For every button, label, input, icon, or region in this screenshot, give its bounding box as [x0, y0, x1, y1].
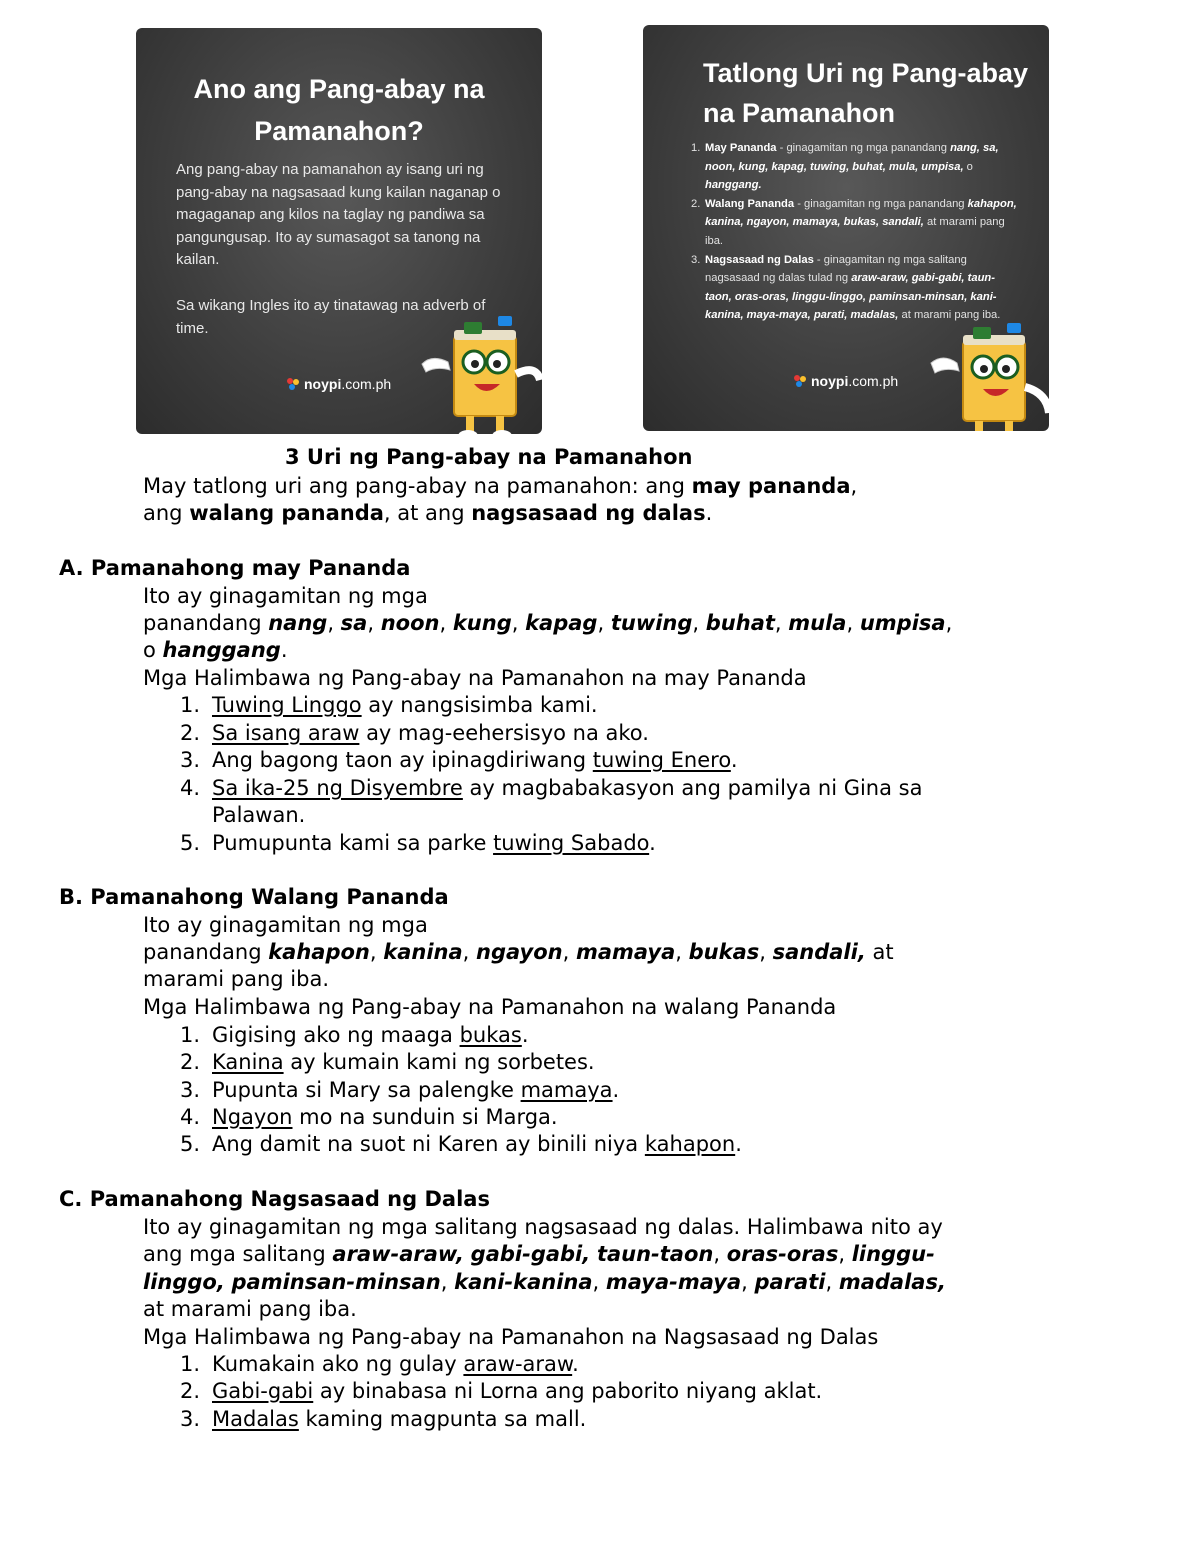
- list-item: 5. Ang damit na suot ni Karen ay binili niya kahapon.: [179, 1132, 742, 1156]
- intro-line: ang walang pananda, at ang nagsasaad ng dalas.: [143, 501, 713, 525]
- section-c-examples-title: Mga Halimbawa ng Pang-abay na Pamanahon na Nagsasaad ng Dalas: [143, 1325, 879, 1349]
- list-item: 1. Gigising ako ng maaga bukas.: [179, 1023, 529, 1047]
- brand-logo: noypi.com.ph: [793, 373, 898, 389]
- infographic-list-item: 3. Nagsasaad ng Dalas - ginagamitan ng mga salitang nagsasaad ng dalas tulad ng araw-araw, gabi-gabi, taun-taon, oras-oras, linggu-linggo, paminsan-minsan, kani-kanina, maya-maya, parati, madalas, at marami pang iba.: [691, 253, 1001, 322]
- list-item: 4. Sa ika-25 ng Disyembre ay magbabakasyon ang pamilya ni Gina sa: [179, 776, 923, 800]
- section-a-title: A. Pamanahong may Pananda: [59, 556, 411, 580]
- list-item: 1. Tuwing Linggo ay nangsisimba kami.: [179, 693, 598, 717]
- book-mascot-icon: [418, 314, 542, 434]
- infographic-list-item: 2. Walang Pananda - ginagamitan ng mga panandang kahapon, kanina, ngayon, mamaya, bukas, sandali, at marami pang iba.: [691, 197, 1017, 247]
- logo-dots-icon: [286, 377, 300, 391]
- infographic-three-types: [643, 25, 1049, 431]
- section-b-desc: marami pang iba.: [143, 967, 330, 991]
- logo-dots-icon: [793, 374, 807, 388]
- list-item: 2. Kanina ay kumain kami ng sorbetes.: [179, 1050, 595, 1074]
- section-b-desc: Ito ay ginagamitan ng mga: [143, 913, 428, 937]
- list-item: 3. Pupunta si Mary sa palengke mamaya.: [179, 1078, 620, 1102]
- list-item: 3. Ang bagong taon ay ipinagdiriwang tuwing Enero.: [179, 748, 738, 772]
- section-b-examples-title: Mga Halimbawa ng Pang-abay na Pamanahon na walang Pananda: [143, 995, 837, 1019]
- infographic-what-is-pamanahon: [136, 28, 542, 434]
- infographic-title: Tatlong Uri ng Pang-abay na Pamanahon: [703, 58, 1029, 128]
- document-heading: 3 Uri ng Pang-abay na Pamanahon: [285, 445, 693, 469]
- section-a-desc: panandang nang, sa, noon, kung, kapag, tuwing, buhat, mula, umpisa,: [143, 611, 953, 635]
- infographic-title: Ano ang Pang-abay na Pamanahon?: [193, 74, 485, 146]
- list-item: 2. Gabi-gabi ay binabasa ni Lorna ang paborito niyang aklat.: [179, 1379, 823, 1403]
- infographic-list-item: 1. May Pananda - ginagamitan ng mga panandang nang, sa, noon, kung, kapag, tuwing, buhat, mula, umpisa, o hanggang.: [691, 142, 999, 192]
- section-b-title: B. Pamanahong Walang Pananda: [59, 885, 449, 909]
- section-a-examples-title: Mga Halimbawa ng Pang-abay na Pamanahon na may Pananda: [143, 666, 807, 690]
- list-item: 4. Ngayon mo na sunduin si Marga.: [179, 1105, 558, 1129]
- section-a-desc: Ito ay ginagamitan ng mga: [143, 584, 428, 608]
- list-item: 1. Kumakain ako ng gulay araw-araw.: [179, 1352, 579, 1376]
- list-item: 2. Sa isang araw ay mag-eehersisyo na ako.: [179, 721, 649, 745]
- section-c-desc: at marami pang iba.: [143, 1297, 357, 1321]
- list-item: 5. Pumupunta kami sa parke tuwing Sabado.: [179, 831, 656, 855]
- section-b-desc: panandang kahapon, kanina, ngayon, mamaya, bukas, sandali, at: [143, 940, 894, 964]
- section-c-desc: linggo, paminsan-minsan, kani-kanina, maya-maya, parati, madalas,: [143, 1270, 946, 1294]
- infographic-list: [691, 139, 1019, 325]
- section-a-desc: o hanggang.: [143, 638, 288, 662]
- section-c-desc: Ito ay ginagamitan ng mga salitang nagsasaad ng dalas. Halimbawa nito ay: [143, 1215, 943, 1239]
- brand-logo: noypi.com.ph: [286, 376, 391, 392]
- list-item: 3. Madalas kaming magpunta sa mall.: [179, 1407, 587, 1431]
- book-mascot-icon: [927, 323, 1049, 431]
- intro-line: May tatlong uri ang pang-abay na pamanahon: ang may pananda,: [143, 474, 858, 498]
- infographic-paragraph: Sa wikang Ingles ito ay tinatawag na adverb of time.: [176, 297, 486, 337]
- list-item-continuation: Palawan.: [212, 803, 306, 827]
- infographic-paragraph: Ang pang-abay na pamanahon ay isang uri ng pang-abay na nagsasaad kung kailan naganap o magaganap ang kilos na taglay ng pandiwa sa pangungusap. Ito ay sumasagot sa tanong na kailan.: [176, 161, 501, 268]
- section-c-desc: ang mga salitang araw-araw, gabi-gabi, taun-taon, oras-oras, linggu-: [143, 1242, 935, 1266]
- section-c-title: C. Pamanahong Nagsasaad ng Dalas: [59, 1187, 490, 1211]
